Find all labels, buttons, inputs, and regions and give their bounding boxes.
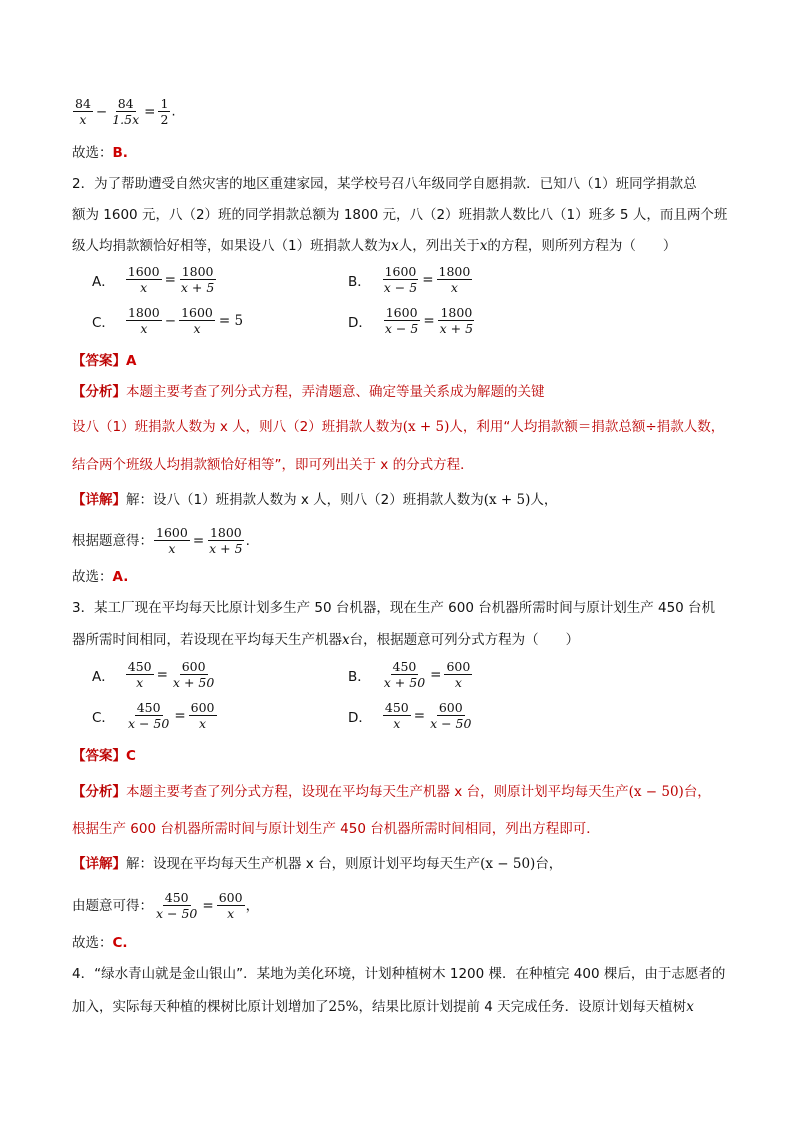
q3-stem-1: 3．某工厂现在平均每天比原计划多生产 50 台机器，现在生产 600 台机器所需时间与原计划生产 450 台机: [72, 600, 716, 616]
q2-option-b[interactable]: B． $\frac{1600}{x - 5}$ = $\frac{1800}{x}$: [348, 264, 471, 295]
q2-analysis-2: 设八（1）班捐款人数为 x 人，则八（2）班捐款人数为(x + 5)人，利用“人均捐款额＝捐款总额÷捐款人数，: [72, 419, 725, 435]
q3-option-d[interactable]: D． $\frac{450}{x}$ = $\frac{600}{x - 50}$: [348, 700, 472, 731]
fraction: $\frac{84}{1.5x}$: [112, 96, 140, 127]
q3-choose: 故选：C.: [72, 935, 128, 951]
top-equation: $\frac{84}{x}$ − $\frac{84}{1.5x}$ = $\frac{1}{2}$ .: [75, 96, 176, 127]
q2-detail-2: 根据题意得： $\frac{1600}{x}$ = $\frac{1800}{x + 5}$ .: [72, 525, 250, 556]
q2-analysis: 【分析】本题主要考查了列分式方程，弄清题意、确定等量关系成为解题的关键: [72, 384, 545, 400]
q3-answer: 【答案】C: [72, 748, 136, 764]
q4-stem-2: 加入，实际每天种植的棵树比原计划增加了25%，结果比原计划提前 4 天完成任务．设原计划每天植树x: [72, 999, 694, 1015]
q2-stem-3: 级人均捐款额恰好相等，如果设八（1）班捐款人数为x人，列出关于x的方程，则所列方程为（ ）: [72, 238, 677, 254]
q3-detail-2: 由题意可得： $\frac{450}{x - 50}$ = $\frac{600}{x}$ ，: [72, 890, 260, 921]
q3-option-a[interactable]: A． $\frac{450}{x}$ = $\frac{600}{x + 50}$: [92, 659, 215, 690]
choose-line: 故选：B.: [72, 145, 128, 161]
q3-analysis-1: 【分析】本题主要考查了列分式方程，设现在平均每天生产机器 x 台，则原计划平均每天生产(x − 50)台，: [72, 784, 711, 800]
q2-stem-1: 2．为了帮助遭受自然灾害的地区重建家园，某学校号召八年级同学自愿捐款．已知八（1）班同学捐款总: [72, 176, 697, 192]
q2-detail-1: 【详解】解：设八（1）班捐款人数为 x 人，则八（2）班捐款人数为(x + 5)人，: [72, 492, 558, 508]
q3-analysis-2: 根据生产 600 台机器所需时间与原计划生产 450 台机器所需时间相同，列出方程即可．: [72, 821, 600, 837]
q2-analysis-3: 结合两个班级人均捐款额恰好相等”，即可列出关于 x 的分式方程．: [72, 457, 474, 473]
q2-option-c[interactable]: C． $\frac{1800}{x}$ − $\frac{1600}{x}$ = 5: [92, 305, 244, 336]
fraction: $\frac{84}{x}$: [75, 96, 91, 127]
q3-option-b[interactable]: B． $\frac{450}{x + 50}$ = $\frac{600}{x}$: [348, 659, 471, 690]
q2-stem-2: 额为 1600 元，八（2）班的同学捐款总额为 1800 元，八（2）班捐款人数比八（1）班多 5 人，而且两个班: [72, 207, 728, 223]
q3-stem-2: 器所需时间相同，若设现在平均每天生产机器x台，根据题意可列分式方程为（ ）: [72, 632, 580, 648]
q3-option-c[interactable]: C． $\frac{450}{x - 50}$ = $\frac{600}{x}$: [92, 700, 215, 731]
q2-answer: 【答案】A: [72, 353, 137, 369]
q4-stem-1: 4．“绿水青山就是金山银山”．某地为美化环境，计划种植树木 1200 棵．在种植完 400 棵后，由于志愿者的: [72, 966, 726, 982]
fraction: $\frac{1}{2}$: [160, 96, 169, 127]
q2-option-a[interactable]: A． $\frac{1600}{x}$ = $\frac{1800}{x + 5}$: [92, 264, 215, 295]
q3-detail-1: 【详解】解：设现在平均每天生产机器 x 台，则原计划平均每天生产(x − 50)台，: [72, 856, 563, 872]
q2-option-d[interactable]: D． $\frac{1600}{x - 5}$ = $\frac{1800}{x + 5}$: [348, 305, 474, 336]
q2-choose: 故选：A.: [72, 569, 129, 585]
